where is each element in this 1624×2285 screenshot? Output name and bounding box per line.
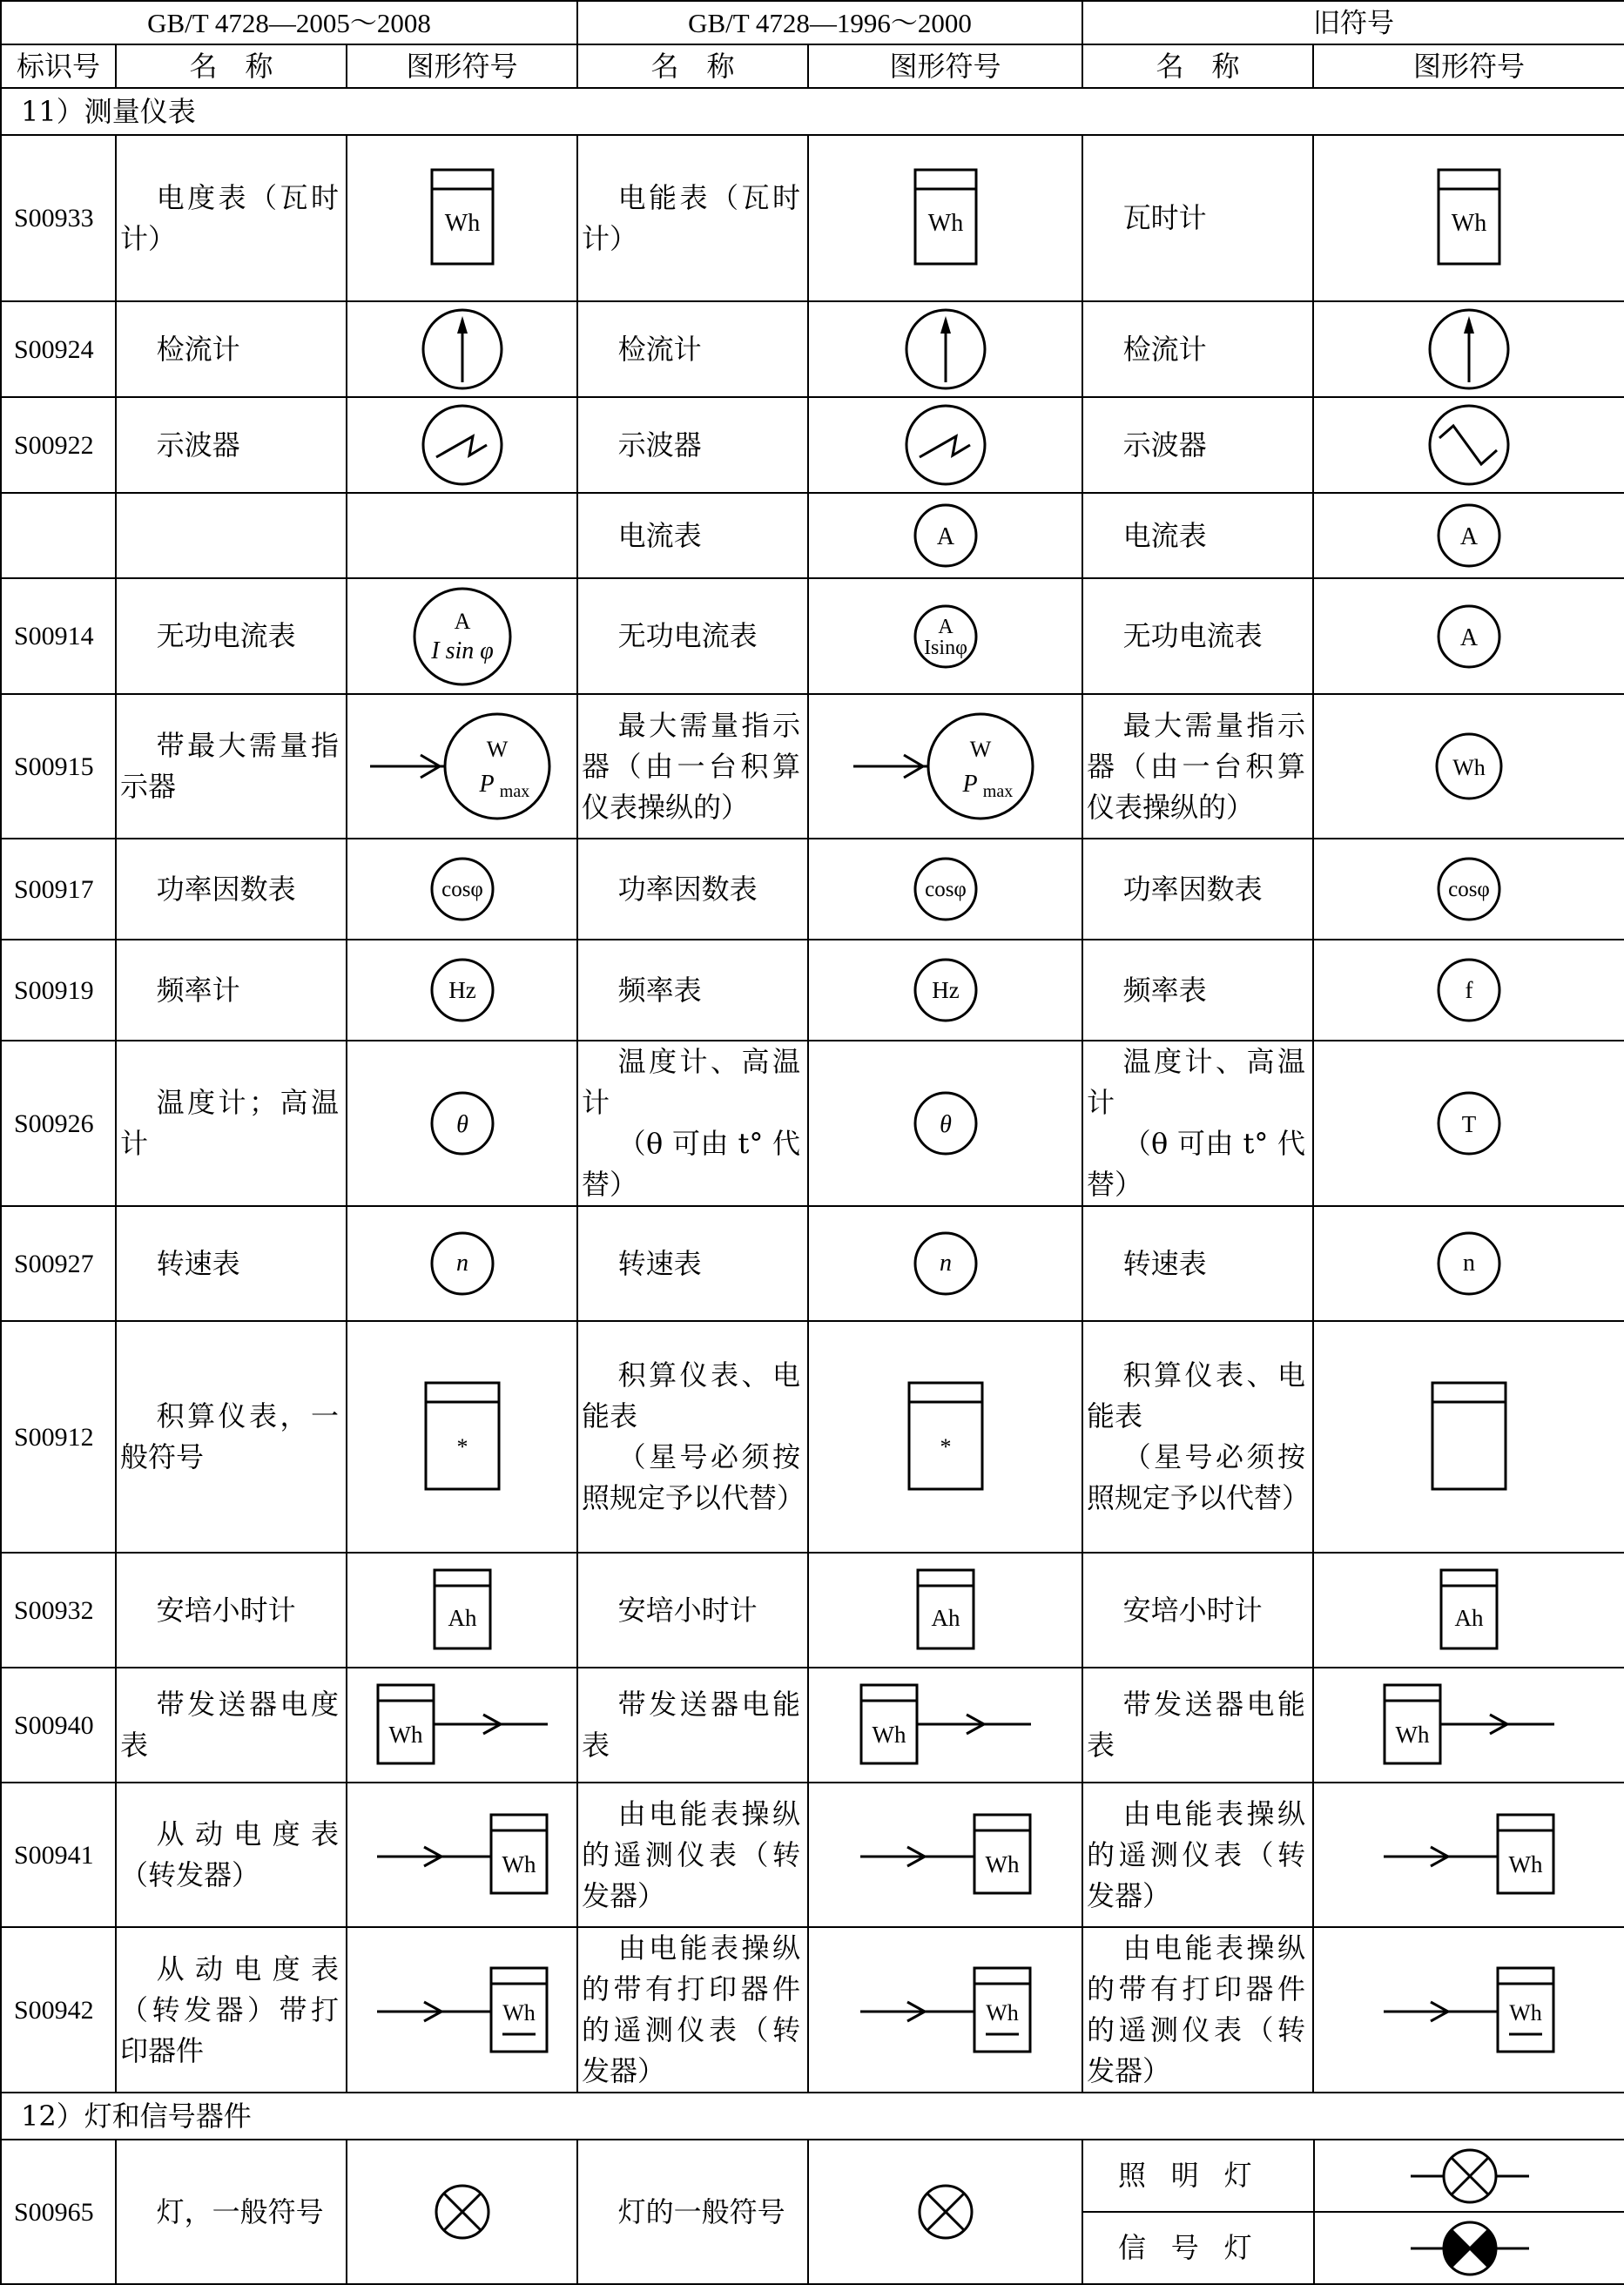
name-cell: 示波器	[116, 397, 347, 493]
table-row	[1, 1668, 1624, 1783]
ampere-hour-meter-symbol	[347, 1553, 577, 1668]
name-cell: 带最大需量指示器	[116, 694, 347, 839]
name-cell: 频率计	[116, 940, 347, 1041]
table-row	[1, 493, 1624, 578]
ammeter-symbol	[1313, 578, 1624, 694]
svg-text:Wh: Wh	[1395, 1722, 1430, 1748]
svg-text:θ: θ	[939, 1111, 952, 1138]
table-row	[1, 135, 1624, 301]
svg-text:max: max	[499, 782, 529, 801]
galvanometer-symbol	[347, 301, 577, 397]
id-cell	[1, 493, 116, 578]
std-new-header: GB/T 4728—2005～2008	[1, 1, 577, 44]
name-cell: 转速表	[116, 1206, 347, 1321]
svg-text:P: P	[478, 771, 495, 798]
reactive-ammeter-symbol	[347, 578, 577, 694]
name-cell: 灯，一般符号	[116, 2140, 347, 2284]
id-cell: S00924	[1, 301, 116, 397]
col-symbol-header: 图形符号	[808, 44, 1082, 88]
name-text: 温度计、高温计	[582, 1045, 800, 1119]
svg-text:W: W	[486, 737, 508, 762]
watt-hour-meter-symbol	[347, 135, 577, 301]
name-cell: 由电能表操纵的遥测仪表（转发器）	[577, 1783, 808, 1927]
svg-text:*: *	[456, 1434, 468, 1459]
name-cell: 检流计	[1082, 301, 1313, 397]
slave-meter-symbol	[808, 1783, 1082, 1927]
thermometer-legacy-symbol	[1313, 1041, 1624, 1206]
empty-symbol-cell	[347, 493, 577, 578]
col-name-header: 名 称	[116, 44, 347, 88]
transmitter-meter-symbol	[1313, 1668, 1624, 1783]
svg-text:f: f	[1465, 977, 1473, 1003]
id-cell: S00941	[1, 1783, 116, 1927]
col-name-header: 名 称	[1082, 44, 1313, 88]
table-row	[1, 1927, 1624, 2093]
galvanometer-symbol	[1313, 301, 1624, 397]
power-factor-meter-symbol	[808, 839, 1082, 940]
id-cell: S00965	[1, 2140, 116, 2284]
max-demand-indicator-symbol	[808, 694, 1082, 839]
table-row	[1, 2140, 1624, 2284]
legacy-lamp-subtable	[1083, 2140, 1624, 2283]
svg-text:cosφ: cosφ	[441, 878, 483, 901]
lighting-lamp-label: 照明灯	[1083, 2140, 1314, 2212]
name-cell: 积算仪表，一般符号	[116, 1321, 347, 1553]
name-cell: 频率表	[1082, 940, 1313, 1041]
name-cell: 转速表	[577, 1206, 808, 1321]
name-cell: 安培小时计	[1082, 1553, 1313, 1668]
svg-text:P: P	[961, 771, 978, 798]
name-cell: 频率表	[577, 940, 808, 1041]
svg-text:A: A	[937, 615, 954, 638]
oscilloscope-symbol	[808, 397, 1082, 493]
slave-meter-printer-symbol	[1313, 1927, 1624, 2093]
section-title-meters: 11）测量仪表	[1, 88, 1624, 135]
svg-text:Hz: Hz	[448, 977, 476, 1003]
name-cell: 瓦时计	[1082, 135, 1313, 301]
transmitter-meter-symbol	[347, 1668, 577, 1783]
svg-text:Hz: Hz	[931, 977, 960, 1003]
table-row	[1, 694, 1624, 839]
name-cell: 带发送器电度表	[116, 1668, 347, 1783]
frequency-meter-legacy-symbol	[1313, 940, 1624, 1041]
name-cell: 最大需量指示器（由一台积算仪表操纵的）	[577, 694, 808, 839]
table-row	[1, 397, 1624, 493]
svg-text:cosφ: cosφ	[1448, 878, 1490, 901]
svg-text:T: T	[1461, 1111, 1477, 1137]
name-cell: 安培小时计	[116, 1553, 347, 1668]
section-row	[1, 2093, 1624, 2140]
svg-text:θ: θ	[455, 1111, 468, 1138]
svg-text:Wh: Wh	[1451, 210, 1487, 237]
name-cell: 检流计	[116, 301, 347, 397]
name-cell: 电流表	[1082, 493, 1313, 578]
id-cell: S00917	[1, 839, 116, 940]
svg-text:*: *	[940, 1434, 951, 1459]
name-cell: 检流计	[577, 301, 808, 397]
name-cell: 功率因数表	[116, 839, 347, 940]
std-old-header: GB/T 4728—1996～2000	[577, 1, 1082, 44]
name-cell: 示波器	[1082, 397, 1313, 493]
svg-text:Ah: Ah	[1454, 1605, 1484, 1631]
slave-meter-symbol	[1313, 1783, 1624, 1927]
integrating-meter-legacy-symbol	[1313, 1321, 1624, 1553]
name-cell: 功率因数表	[577, 839, 808, 940]
name-cell: 最大需量指示器（由一台积算仪表操纵的）	[1082, 694, 1313, 839]
name-cell	[577, 1321, 808, 1553]
svg-text:Wh: Wh	[985, 1851, 1019, 1877]
legacy-lamp-cell	[1082, 2140, 1624, 2284]
col-symbol-header: 图形符号	[1313, 44, 1624, 88]
tachometer-symbol	[347, 1206, 577, 1321]
max-demand-indicator-symbol	[347, 694, 577, 839]
id-cell: S00922	[1, 397, 116, 493]
standards-header-row	[1, 1, 1624, 44]
lighting-lamp-symbol	[1314, 2140, 1624, 2212]
id-cell: S00940	[1, 1668, 116, 1783]
name-cell: 电流表	[577, 493, 808, 578]
svg-text:A: A	[1459, 523, 1479, 550]
name-text: 积算仪表、电能表	[1087, 1358, 1305, 1432]
table-row	[1, 839, 1624, 940]
name-cell: 灯的一般符号	[577, 2140, 808, 2284]
table-row	[1, 1041, 1624, 1206]
column-header-row	[1, 44, 1624, 88]
lamp-symbol	[808, 2140, 1082, 2284]
id-cell: S00915	[1, 694, 116, 839]
table-row	[1, 1783, 1624, 1927]
name-cell: 安培小时计	[577, 1553, 808, 1668]
oscilloscope-symbol	[347, 397, 577, 493]
name-text: 温度计、高温计	[1087, 1045, 1305, 1119]
tachometer-legacy-symbol	[1313, 1206, 1624, 1321]
name-cell: 示波器	[577, 397, 808, 493]
ammeter-symbol	[1313, 493, 1624, 578]
slave-meter-printer-symbol	[347, 1927, 577, 2093]
transmitter-meter-symbol	[808, 1668, 1082, 1783]
name-cell: 带发送器电能表	[1082, 1668, 1313, 1783]
name-cell: 功率因数表	[1082, 839, 1313, 940]
svg-text:I sin φ: I sin φ	[430, 637, 494, 664]
reactive-ammeter-symbol	[808, 578, 1082, 694]
svg-text:Wh: Wh	[502, 2000, 536, 2025]
svg-text:Wh: Wh	[388, 1722, 422, 1748]
svg-text:n: n	[939, 1250, 952, 1277]
svg-text:Wh: Wh	[444, 210, 480, 237]
power-factor-meter-symbol	[347, 839, 577, 940]
watt-hour-meter-symbol	[1313, 135, 1624, 301]
id-cell: S00933	[1, 135, 116, 301]
svg-text:A: A	[936, 523, 954, 550]
id-cell: S00927	[1, 1206, 116, 1321]
name-text: 积算仪表、电能表	[582, 1358, 800, 1432]
name-cell: 电能表（瓦时计）	[577, 135, 808, 301]
name-cell: 无功电流表	[1082, 578, 1313, 694]
thermometer-symbol	[808, 1041, 1082, 1206]
frequency-meter-symbol	[808, 940, 1082, 1041]
table-row	[1, 578, 1624, 694]
svg-text:A: A	[454, 608, 470, 634]
svg-text:Wh: Wh	[1508, 1851, 1543, 1877]
svg-text:Wh: Wh	[985, 2000, 1019, 2025]
legacy-header: 旧符号	[1082, 1, 1624, 44]
id-cell: S00932	[1, 1553, 116, 1668]
slave-meter-symbol	[347, 1783, 577, 1927]
frequency-meter-symbol	[347, 940, 577, 1041]
name-cell	[1082, 1041, 1313, 1206]
section-row	[1, 88, 1624, 135]
table-row	[1, 301, 1624, 397]
svg-text:A: A	[1459, 623, 1479, 651]
table-row	[1, 1321, 1624, 1553]
svg-text:Wh: Wh	[502, 1851, 536, 1877]
svg-text:Wh: Wh	[872, 1722, 906, 1748]
name-cell: 从动电度表（转发器）	[116, 1783, 347, 1927]
name-cell: 带发送器电能表	[577, 1668, 808, 1783]
name-cell: 无功电流表	[116, 578, 347, 694]
lighting-lamp-row	[1083, 2140, 1624, 2212]
svg-text:Wh: Wh	[1452, 755, 1486, 780]
svg-text:Ah: Ah	[448, 1605, 476, 1631]
id-cell: S00912	[1, 1321, 116, 1553]
watt-hour-meter-symbol	[808, 135, 1082, 301]
name-cell	[577, 1041, 808, 1206]
id-cell: S00942	[1, 1927, 116, 2093]
watt-hour-circle-symbol	[1313, 694, 1624, 839]
name-cell: 由电能表操纵的带有打印器件的遥测仪表（转发器）	[577, 1927, 808, 2093]
id-cell: S00926	[1, 1041, 116, 1206]
name-cell	[116, 493, 347, 578]
svg-text:Isinφ: Isinφ	[923, 636, 967, 659]
ampere-hour-meter-symbol	[808, 1553, 1082, 1668]
section-title-lamps: 12）灯和信号器件	[1, 2093, 1624, 2140]
name-note: （星号必须按照规定予以代替）	[1087, 1440, 1311, 1514]
table-row	[1, 940, 1624, 1041]
name-cell	[1082, 1321, 1313, 1553]
name-cell: 从动电度表（转发器）带打印器件	[116, 1927, 347, 2093]
lamp-symbol	[347, 2140, 577, 2284]
slave-meter-printer-symbol	[808, 1927, 1082, 2093]
id-cell: S00914	[1, 578, 116, 694]
name-cell: 无功电流表	[577, 578, 808, 694]
svg-text:max: max	[982, 782, 1013, 801]
id-cell: S00919	[1, 940, 116, 1041]
signal-lamp-symbol	[1314, 2212, 1624, 2283]
name-note: （θ 可由 t° 代替）	[582, 1127, 800, 1201]
power-factor-meter-symbol	[1313, 839, 1624, 940]
col-name-header: 名 称	[577, 44, 808, 88]
name-cell: 由电能表操纵的带有打印器件的遥测仪表（转发器）	[1082, 1927, 1313, 2093]
svg-text:n: n	[455, 1250, 468, 1277]
svg-text:n: n	[1463, 1250, 1475, 1277]
table-row	[1, 1206, 1624, 1321]
name-cell: 由电能表操纵的遥测仪表（转发器）	[1082, 1783, 1313, 1927]
name-cell: 转速表	[1082, 1206, 1313, 1321]
svg-text:W: W	[969, 737, 991, 762]
name-cell: 温度计；高温计	[116, 1041, 347, 1206]
col-symbol-header: 图形符号	[347, 44, 577, 88]
oscilloscope-legacy-symbol	[1313, 397, 1624, 493]
thermometer-symbol	[347, 1041, 577, 1206]
table-row	[1, 1553, 1624, 1668]
integrating-meter-symbol	[808, 1321, 1082, 1553]
ampere-hour-meter-symbol	[1313, 1553, 1624, 1668]
col-id-header: 标识号	[1, 44, 116, 88]
galvanometer-symbol	[808, 301, 1082, 397]
signal-lamp-label: 信号灯	[1083, 2212, 1314, 2283]
svg-text:Ah: Ah	[931, 1605, 960, 1631]
svg-text:Wh: Wh	[927, 210, 963, 237]
signal-lamp-row	[1083, 2212, 1624, 2283]
integrating-meter-symbol	[347, 1321, 577, 1553]
svg-text:Wh: Wh	[1509, 2000, 1542, 2025]
name-note: （θ 可由 t° 代替）	[1087, 1127, 1305, 1201]
svg-text:cosφ: cosφ	[924, 878, 967, 901]
name-note: （星号必须按照规定予以代替）	[582, 1440, 805, 1514]
tachometer-symbol	[808, 1206, 1082, 1321]
name-cell: 电度表（瓦时计）	[116, 135, 347, 301]
ammeter-symbol	[808, 493, 1082, 578]
